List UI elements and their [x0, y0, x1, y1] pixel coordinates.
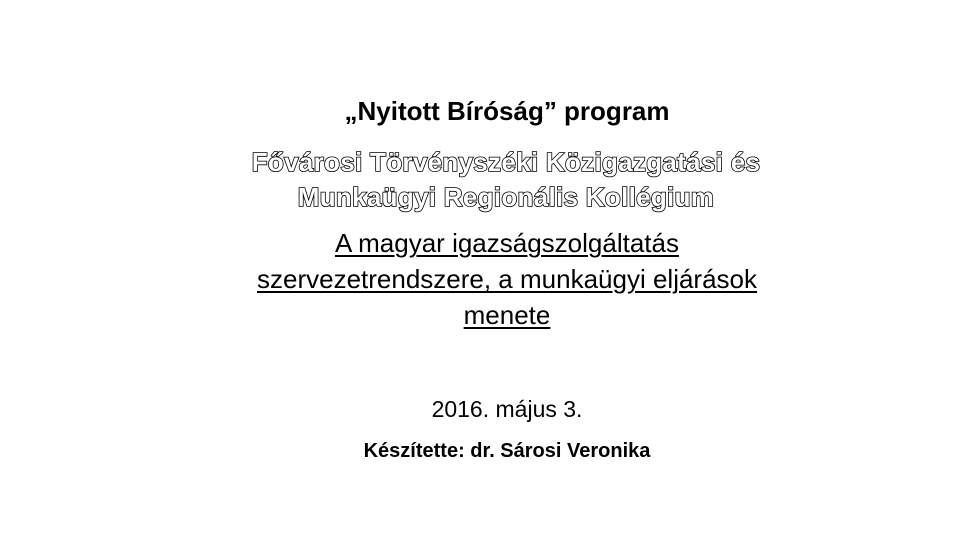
program-title: „Nyitott Bíróság” program — [344, 96, 670, 126]
college-name-line-1: Fővárosi Törvényszéki Közigazgatási és — [251, 147, 761, 177]
subject-title-line-1: A magyar igazságszolgáltatás — [335, 228, 679, 258]
presentation-date: 2016. május 3. — [431, 396, 583, 422]
subject-title-line-2: szervezetrendszere, a munkaügyi eljárások — [256, 264, 758, 294]
college-name-line-2: Munkaügyi Regionális Kollégium — [297, 182, 715, 212]
subject-title-line-3: menete — [463, 300, 551, 330]
author-credit: Készítette: dr. Sárosi Veronika — [363, 440, 651, 462]
